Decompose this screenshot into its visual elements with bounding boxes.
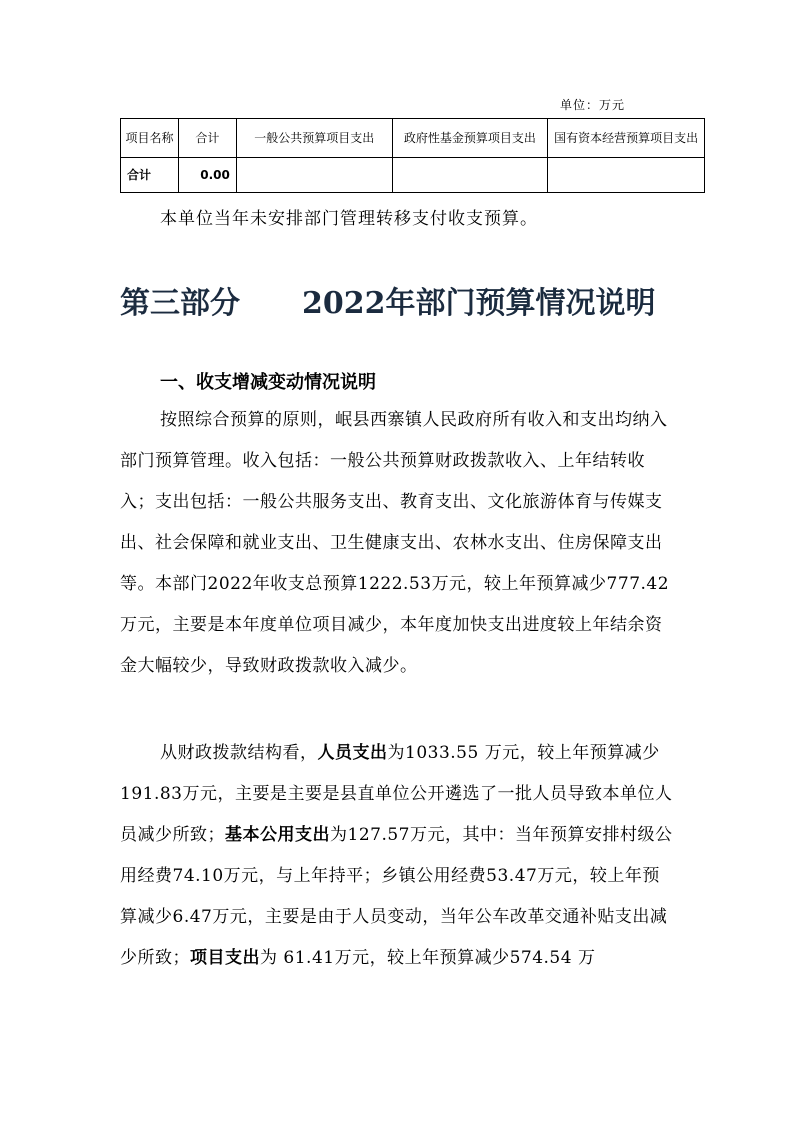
table-header-cell: 政府性基金预算项目支出 (392, 119, 548, 158)
table-row (121, 158, 705, 193)
table-header-cell: 一般公共预算项目支出 (236, 119, 392, 158)
paragraph-text: 为1033.55 万元，较上年预算减少191.83万元，主要是主要是县直单位公开遴选了一批人员导致本单位人员减少所致； (120, 743, 673, 845)
table-cell (392, 158, 548, 193)
table-header-cell: 国有资本经营预算项目支出 (548, 119, 705, 158)
keyword-personnel: 人员支出 (317, 743, 388, 763)
table-header-row (121, 119, 705, 158)
table-cell: 0.00 (178, 158, 236, 193)
paragraph-text: 为127.57万元，其中：当年预算安排村级公用经费74.10万元，与上年持平；乡镇公用经费53.47万元，较上年预算减少6.47万元，主要是由于人员变动，当年公车改革交通补贴支出减少所致； (120, 825, 673, 968)
table-cell: 合计 (121, 158, 179, 193)
part-three-title (120, 278, 656, 322)
section-heading: 一、收支增减变动情况说明 (160, 372, 376, 393)
paragraph-text: 为 61.41万元，较上年预算减少574.54 万 (260, 948, 596, 968)
paragraph-text: 从财政拨款结构看， (160, 743, 318, 763)
keyword-project: 项目支出 (190, 948, 260, 968)
budget-table (120, 118, 705, 193)
unit-label: 单位：万元 (560, 98, 626, 112)
table-header-cell: 合计 (178, 119, 236, 158)
paragraph (120, 733, 676, 979)
paragraph-text: 按照综合预算的原则，岷县西寨镇人民政府所有收入和支出均纳入部门预算管理。收入包括：一般公共预算财政拨款收入、上年结转收入；支出包括：一般公共服务支出、教育支出、文化旅游体育与传媒支出、社会保障和就业支出、卫生健康支出、农林水支出、住房保障支出等。本部门2022年收支总预算1222.53万元，较上年预算减少777.42万元，主要是本年度单位项目减少，本年度加快支出进度较上年结余资金大幅较少，导致财政拨款收入减少。 (120, 410, 670, 676)
part-title-right: 2022年部门预算情况说明 (302, 286, 656, 321)
table-header-cell: 项目名称 (121, 119, 179, 158)
transfer-payment-note: 本单位当年未安排部门管理转移支付收支预算。 (160, 209, 538, 229)
table-cell (236, 158, 392, 193)
paragraph (120, 400, 676, 687)
table-cell (548, 158, 705, 193)
part-title-left: 第三部分 (120, 286, 240, 321)
keyword-public-expense: 基本公用支出 (225, 825, 330, 845)
